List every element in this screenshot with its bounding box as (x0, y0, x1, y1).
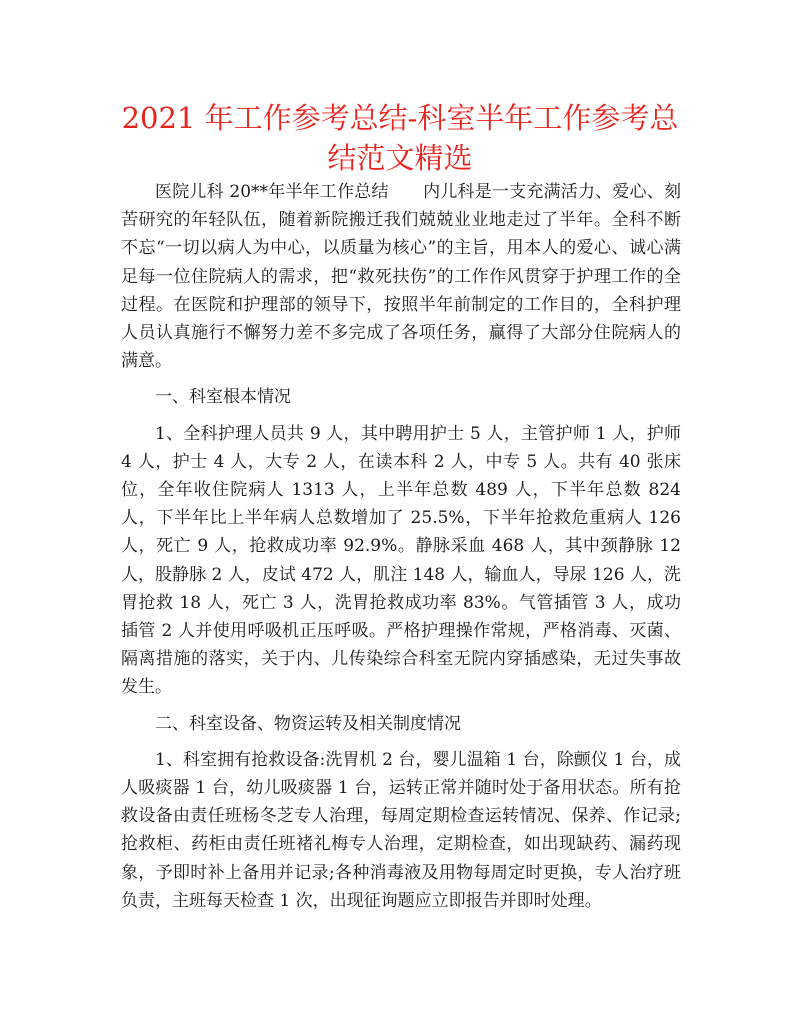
section-1-paragraph: 1、全科护理人员共 9 人，其中聘用护士 5 人，主管护师 1 人，护师 4 人，护士 4 人，大专 2 人，在读本科 2 人，中专 5 人。共有 40 张床位，全年收住院病人 1313 人，上半年总数 489 人，下半年总数 824 人，下半年比上半年病人总数增加了 25.5%，下半年抢救危重病人 126 人，死亡 9 人，抢救成功率 92.9%。静脉采血 468 人，其中颈静脉 12 人，股静脉 2 人，皮试 472 人，肌注 148 人，输血人，导尿 126 人，洗胃抢救 18 人，死亡 3 人，洗胃抢救成功率 83%。气管插管 3 人，成功插管 2 人并使用呼吸机正压呼吸。严格护理操作常规，严格消毒、灭菌、隔离措施的落实，关于内、儿传染综合科室无院内穿插感染，无过失事故发生。 (121, 423, 681, 698)
section-2-paragraph: 1、科室拥有抢救设备:洗胃机 2 台，婴儿温箱 1 台，除颤仪 1 台，成人吸痰器 1 台，幼儿吸痰器 1 台，运转正常并随时处于备用状态。所有抢救设备由责任班杨冬芝专人治理，每周定期检查运转情况、保养、作记录;抢救柜、药柜由责任班褚礼梅专人治理，定期检查，如出现缺药、漏药现象，予即时补上备用并记录;各种消毒液及用物每周定时更换，专人治疗班负责，主班每天检查 1 次，出现征询题应立即报告并即时处理。 (121, 749, 681, 911)
section-1-heading: 一、科室根本情况 (155, 387, 291, 408)
document-body (121, 178, 681, 915)
intro-paragraph: 医院儿科 20**年半年工作总结 内儿科是一支充满活力、爱心、刻苦研究的年轻队伍，随着新院搬迁我们兢兢业业地走过了半年。全科不断不忘“一切以病人为中心，以质量为核心”的主旨，用本人的爱心、诚心满足每一位住院病人的需求，把“救死扶伤”的工作作风贯穿于护理工作的全过程。在医院和护理部的领导下，按照半年前制定的工作目的，全科护理人员认真施行不懈努力差不多完成了各项任务，赢得了大部分住院病人的满意。 (121, 182, 681, 372)
document-title: 2021 年工作参考总结-科室半年工作参考总结范文精选 (121, 101, 679, 175)
section-2-heading: 二、科室设备、物资运转及相关制度情况 (155, 713, 461, 734)
